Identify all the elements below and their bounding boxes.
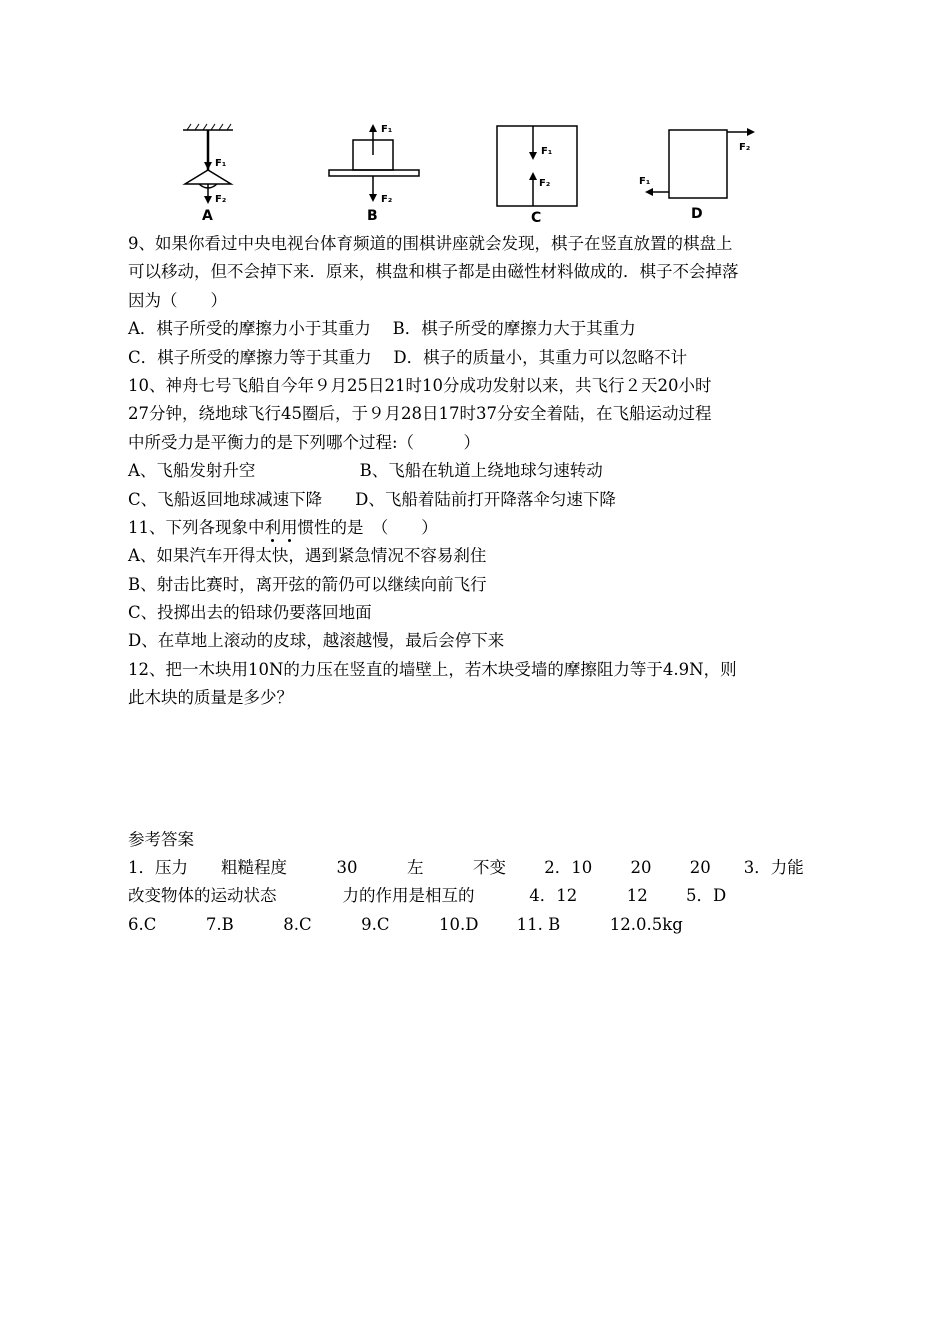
figure-d-label: D bbox=[691, 206, 703, 222]
figure-a bbox=[175, 118, 255, 226]
answers-title: 参考答案 bbox=[128, 829, 194, 849]
figure-d-f2-label: F₂ bbox=[739, 142, 751, 153]
q12-stem-line-1: 12、把一木块用10N的力压在竖直的墙壁上，若木块受墙的摩擦阻力等于4.9N，则 bbox=[128, 659, 737, 679]
answers-line-2: 改变物体的运动状态 力的作用是相互的 4．12 12 5．D bbox=[128, 886, 727, 906]
q11-stem bbox=[128, 514, 828, 542]
figure-d-f1-label: F₁ bbox=[639, 176, 651, 187]
figure-c-label: C bbox=[531, 210, 542, 226]
q10-options-line-2: C、飞船返回地球减速下降 D、飞船着陆前打开降落伞匀速下降 bbox=[128, 489, 616, 509]
q9-options-line-2: C．棋子所受的摩擦力等于其重力 D．棋子的质量小，其重力可以忽略不计 bbox=[128, 347, 688, 367]
q10-stem-line-1: 10、神舟七号飞船自今年９月25日21时10分成功发射以来，共飞行２天20小时 bbox=[128, 375, 712, 395]
figure-c-f2-label: F₂ bbox=[539, 178, 551, 189]
figure-b-f1-label: F₁ bbox=[381, 124, 393, 135]
q11-option-b: B、射击比赛时，离开弦的箭仍可以继续向前飞行 bbox=[128, 574, 487, 594]
q10-stem-line-3: 中所受力是平衡力的是下列哪个过程:（ ） bbox=[128, 432, 481, 452]
q11-emphasis-char-1: 利 bbox=[264, 517, 281, 537]
figure-b-f2-label: F₂ bbox=[381, 194, 393, 205]
q11-option-d: D、在草地上滚动的皮球，越滚越慢，最后会停下来 bbox=[128, 631, 505, 651]
q11-option-a: A、如果汽车开得太快，遇到紧急情况不容易刹住 bbox=[128, 546, 487, 566]
figure-b bbox=[325, 118, 425, 226]
figure-c-f1-label: F₁ bbox=[541, 146, 553, 157]
answers-line-3: 6.C 7.B 8.C 9.C 10.D 11. B 12.0.5kg bbox=[128, 914, 683, 934]
figure-b-label: B bbox=[367, 208, 378, 224]
figure-d bbox=[635, 118, 765, 226]
figure-a-f1-label: F₁ bbox=[215, 158, 227, 169]
q11-stem-before: 11、下列各现象中 bbox=[128, 517, 265, 537]
q9-stem-line-2: 可以移动，但不会掉下来．原来，棋盘和棋子都是由磁性材料做成的．棋子不会掉落 bbox=[128, 262, 739, 282]
answers-line-1: 1．压力 粗糙程度 30 左 不变 2．10 20 20 3．力能 bbox=[128, 858, 804, 878]
q9-options-line-1: A．棋子所受的摩擦力小于其重力 B．棋子所受的摩擦力大于其重力 bbox=[128, 319, 636, 339]
q9-stem-line-3: 因为（ ） bbox=[128, 290, 227, 310]
figure-a-label: A bbox=[202, 208, 213, 224]
q11-option-c: C、投掷出去的铅球仍要落回地面 bbox=[128, 603, 372, 623]
q9-stem-line-1: 9、如果你看过中央电视台体育频道的围棋讲座就会发现，棋子在竖直放置的棋盘上 bbox=[128, 234, 733, 253]
q10-stem-line-2: 27分钟，绕地球飞行45圈后，于９月28日17时37分安全着陆，在飞船运动过程 bbox=[128, 404, 712, 424]
force-diagrams bbox=[175, 118, 795, 228]
q12-stem-line-2: 此木块的质量是多少？ bbox=[128, 688, 293, 708]
figure-a-f2-label: F₂ bbox=[215, 194, 227, 205]
q11-emphasis-char-2: 用 bbox=[281, 517, 298, 537]
q11-stem-after: 惯性的是 （ ） bbox=[297, 517, 438, 537]
question-body bbox=[128, 230, 828, 939]
figure-c bbox=[493, 118, 583, 226]
q10-options-line-1: A、飞船发射升空 B、飞船在轨道上绕地球匀速转动 bbox=[128, 461, 603, 481]
